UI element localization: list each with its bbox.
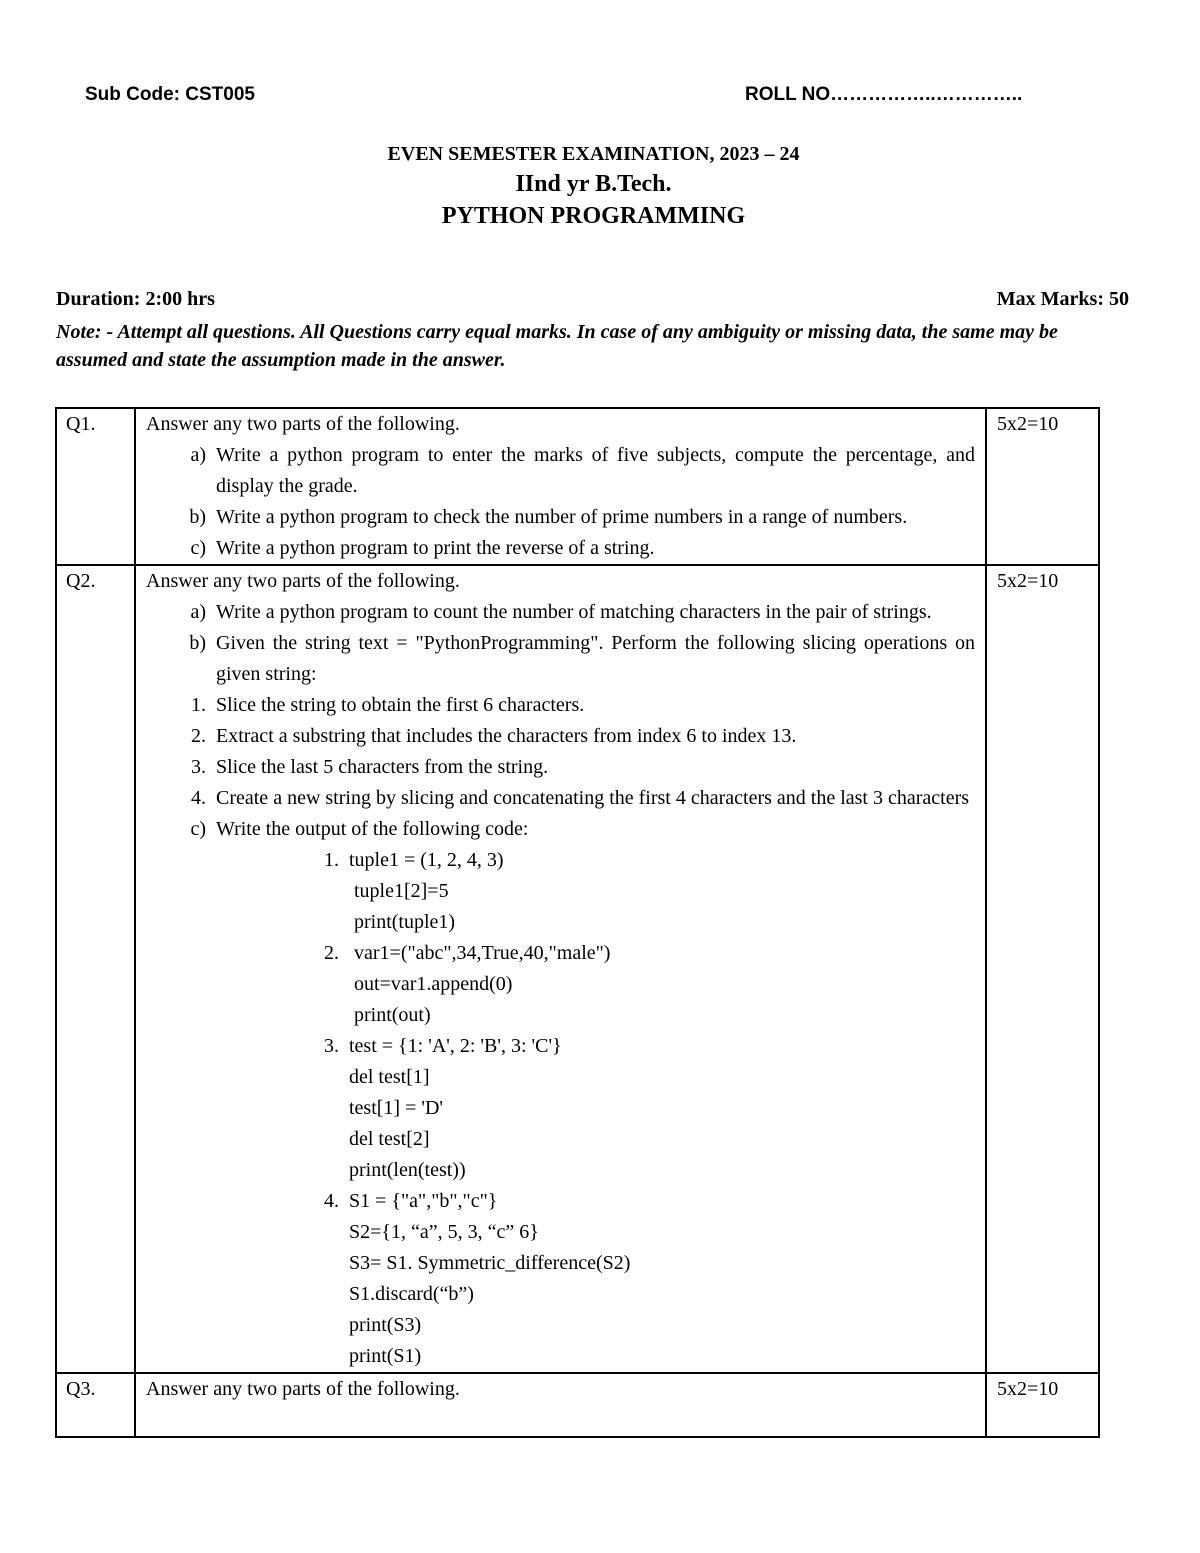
question-body (135, 565, 986, 1373)
part-label: 2. (191, 725, 206, 747)
slicing-subpart (171, 783, 975, 814)
snippet-label: 1. (324, 849, 339, 871)
code-line: tuple1 = (1, 2, 4, 3) (349, 849, 504, 871)
part-label: a) (190, 444, 206, 466)
snippet-label: 3. (324, 1035, 339, 1057)
code-line: del test[2] (349, 1128, 430, 1150)
question-marks: 5x2=10 (986, 565, 1099, 1373)
part-text: Write a python program to enter the marks of five subjects, compute the percentage, and display the grade. (216, 444, 975, 497)
question-part (171, 502, 975, 533)
year-line: IInd yr B.Tech. (515, 171, 672, 197)
question-row-q2 (56, 565, 1099, 1373)
part-text: Extract a substring that includes the characters from index 6 to index 13. (216, 725, 797, 747)
code-line: print(out) (349, 1004, 431, 1026)
question-part (171, 440, 975, 502)
question-table (55, 407, 1100, 1438)
slicing-subpart (171, 752, 975, 783)
question-part (171, 597, 975, 628)
instructions-note: Note: - Attempt all questions. All Questions carry equal marks. In case of any ambiguity or missing data, the same may be assumed and state the assumption made in the answer. (56, 321, 1058, 371)
question-intro: Answer any two parts of the following. (146, 1378, 460, 1400)
part-text: Given the string text = "PythonProgramming". Perform the following slicing operations on given string: (216, 632, 975, 685)
roll-no: ROLL NO……………..………….. (745, 84, 1023, 105)
question-marks: 5x2=10 (986, 1373, 1099, 1437)
question-intro: Answer any two parts of the following. (146, 413, 460, 435)
question-marks: 5x2=10 (986, 408, 1099, 565)
duration: Duration: 2:00 hrs (56, 288, 215, 310)
snippet-label: 4. (324, 1190, 339, 1212)
question-part (171, 533, 975, 564)
part-text: Slice the last 5 characters from the string. (216, 756, 549, 778)
code-line: tuple1[2]=5 (349, 880, 449, 902)
part-label: a) (190, 601, 206, 623)
code-line: print(S3) (349, 1314, 422, 1336)
question-number: Q2. (56, 565, 135, 1373)
part-text: Create a new string by slicing and concatenating the first 4 characters and the last 3 characters (216, 787, 970, 809)
code-line: test = {1: 'A', 2: 'B', 3: 'C'} (349, 1035, 562, 1057)
max-marks: Max Marks: 50 (996, 288, 1129, 310)
question-row-q1 (56, 408, 1099, 565)
code-line: S1 = {"a","b","c"} (349, 1190, 498, 1212)
question-intro: Answer any two parts of the following. (146, 570, 460, 592)
part-label: 3. (191, 756, 206, 778)
code-snippet-4 (314, 1186, 975, 1372)
code-snippet-2 (314, 938, 975, 1031)
code-line: var1=("abc",34,True,40,"male") (349, 942, 611, 964)
part-text: Write a python program to check the number of prime numbers in a range of numbers. (216, 506, 908, 528)
part-text: Write a python program to count the number of matching characters in the pair of strings. (216, 601, 932, 623)
code-snippet-3 (314, 1031, 975, 1186)
code-line: S3= S1. Symmetric_difference(S2) (349, 1252, 631, 1274)
snippet-label: 2. (324, 942, 339, 964)
part-text: Slice the string to obtain the first 6 characters. (216, 694, 585, 716)
part-text: Write the output of the following code: (216, 818, 529, 840)
part-label: b) (189, 632, 206, 654)
code-line: print(len(test)) (349, 1159, 466, 1181)
part-label: 4. (191, 787, 206, 809)
slicing-subpart (171, 690, 975, 721)
part-text: Write a python program to print the reverse of a string. (216, 537, 655, 559)
code-line: print(S1) (349, 1345, 422, 1367)
part-label: c) (190, 537, 206, 559)
subject-title: PYTHON PROGRAMMING (441, 203, 746, 229)
part-label: 1. (191, 694, 206, 716)
exam-title: EVEN SEMESTER EXAMINATION, 2023 – 24 (387, 143, 800, 165)
sub-code: Sub Code: CST005 (85, 84, 255, 105)
question-row-q3 (56, 1373, 1099, 1437)
code-line: out=var1.append(0) (349, 973, 513, 995)
question-part (171, 628, 975, 690)
part-label: b) (189, 506, 206, 528)
question-number: Q3. (56, 1373, 135, 1437)
question-body (135, 1373, 986, 1437)
code-snippets (314, 845, 975, 1372)
question-part (171, 814, 975, 845)
code-line: test[1] = 'D' (349, 1097, 444, 1119)
slicing-subpart (171, 721, 975, 752)
part-label: c) (190, 818, 206, 840)
code-snippet-1 (314, 845, 975, 938)
code-line: S1.discard(“b”) (349, 1283, 474, 1305)
code-line: print(tuple1) (349, 911, 456, 933)
code-line: S2={1, “a”, 5, 3, “c” 6} (349, 1221, 539, 1243)
code-line: del test[1] (349, 1066, 430, 1088)
question-number: Q1. (56, 408, 135, 565)
question-body (135, 408, 986, 565)
